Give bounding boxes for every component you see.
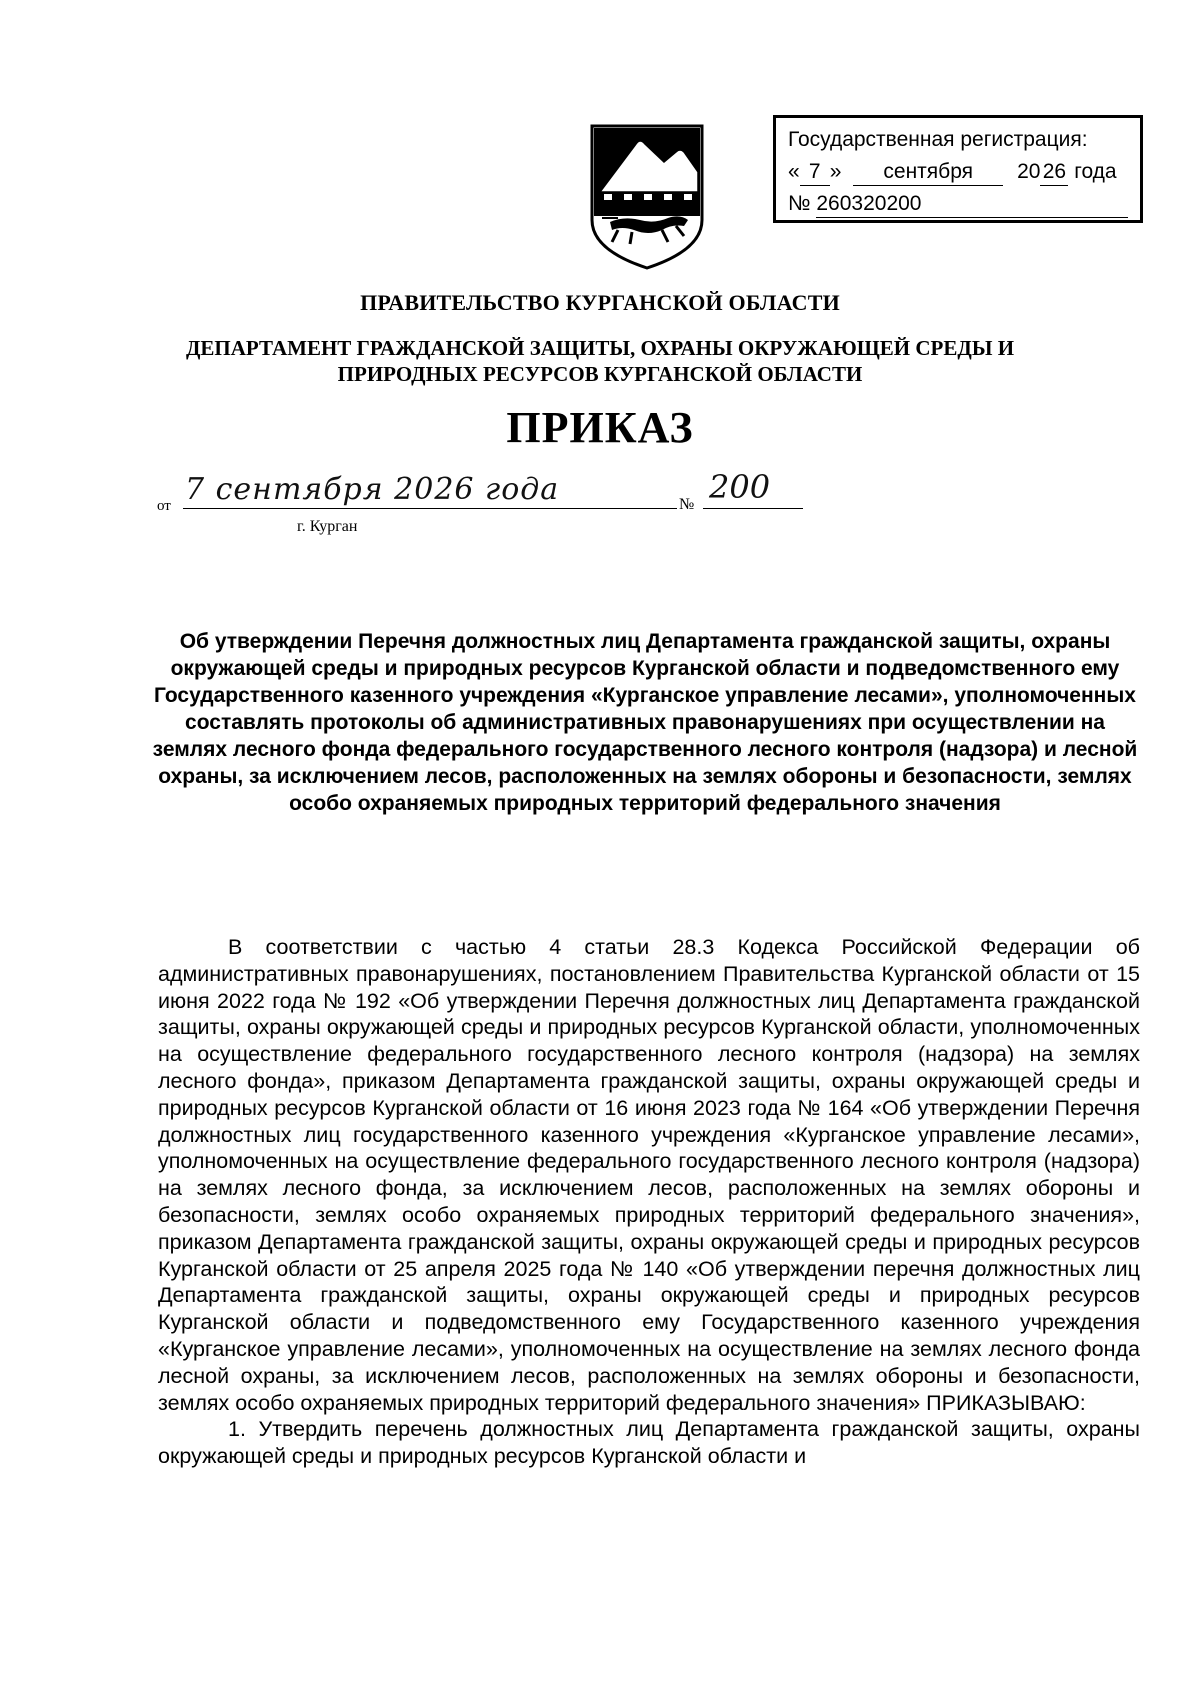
order-number-label: № xyxy=(679,496,695,513)
registration-month: сентября xyxy=(853,159,1003,186)
order-body xyxy=(158,934,1140,1470)
registration-close-quote: » xyxy=(829,160,842,183)
number-underline xyxy=(703,508,803,509)
registration-year-prefix: 20 xyxy=(1017,160,1041,183)
handwritten-date: 7 сентября 2026 года xyxy=(185,472,560,507)
state-registration-stamp xyxy=(773,115,1143,223)
handwritten-order-number: 200 xyxy=(709,468,771,506)
registration-open-quote: « xyxy=(788,160,800,183)
registration-title: Государственная регистрация: xyxy=(788,128,1088,151)
registration-number-line xyxy=(788,188,1128,220)
registration-year-word: года xyxy=(1074,160,1117,183)
date-underline xyxy=(183,508,677,509)
body-paragraph-2: 1. Утвердить перечень должностных лиц Департамента гражданской защиты, охраны окружающей среды и природных ресурсов Курганской области и xyxy=(158,1417,1140,1469)
department-title-line2: ПРИРОДНЫХ РЕСУРСОВ КУРГАНСКОЙ ОБЛАСТИ xyxy=(337,362,863,386)
registration-number: 260320200 xyxy=(816,191,1128,218)
date-from-label: от xyxy=(157,498,171,514)
registration-day: 7 xyxy=(800,159,830,186)
registration-date-line xyxy=(788,156,1128,188)
order-subject-heading: Об утверждении Перечня должностных лиц Департамента гражданской защиты, охраны окружающей среды и природных ресурсов Курганской области и подведомственного ему Государственного казенного учреждения «Курганское управление лесами», уполномоченных составлять протоколы об административных правонарушениях при осуществлении на землях лесного фонда федерального государственного лесного контроля (надзора) и лесной охраны, за исключением лесов, расположенных на землях обороны и безопасности, землях особо охраняемых природных территорий федерального значения xyxy=(152,630,1138,815)
body-paragraph-1: В соответствии с частью 4 статьи 28.3 Кодекса Российской Федерации об административных правонарушениях, постановлением Правительства Курганской области от 15 июня 2022 года № 192 «Об утверждении Перечня должностных лиц Департамента гражданской защиты, охраны окружающей среды и природных ресурсов Курганской области, уполномоченных на осуществление федерального государственного лесного контроля (надзора) на землях лесного фонда», приказом Департамента гражданской защиты, охраны окружающей среды и природных ресурсов Курганской области от 16 июня 2023 года № 164 «Об утверждении Перечня должностных лиц государственного казенного учреждения «Курганское управление лесами», уполномоченных на осуществление федерального государственного лесного контроля (надзора) на землях лесного фонда, за исключением лесов, расположенных на землях обороны и безопасности, землях особо охраняемых природных территорий федерального значения», приказом Департамента гражданской защиты, охраны окружающей среды и природных ресурсов Курганской области от 25 апреля 2025 года № 140 «Об утверждении перечня должностных лиц Департамента гражданской защиты, охраны окружающей среды и природных ресурсов Курганской области и подведомственного ему Государственного казенного учреждения «Курганское управление лесами», уполномоченных на осуществление на землях лесного фонда лесной охраны, за исключением лесов, расположенных на землях обороны и безопасности, землях особо охраняемых природных территорий федерального значения» ПРИКАЗЫВАЮ: xyxy=(158,935,1140,1415)
registration-number-label: № xyxy=(788,192,811,215)
government-title: ПРАВИТЕЛЬСТВО КУРГАНСКОЙ ОБЛАСТИ xyxy=(360,290,840,315)
order-date-number-line xyxy=(157,468,771,540)
department-title xyxy=(120,335,1080,387)
coat-of-arms-emblem xyxy=(588,122,706,272)
department-title-line1: ДЕПАРТАМЕНТ ГРАЖДАНСКОЙ ЗАЩИТЫ, ОХРАНЫ ОКРУЖАЮЩЕЙ СРЕДЫ И xyxy=(185,336,1015,360)
city-label: г. Курган xyxy=(297,518,358,535)
document-type-title: ПРИКАЗ xyxy=(506,403,694,452)
registration-year-suffix: 26 xyxy=(1040,159,1068,186)
